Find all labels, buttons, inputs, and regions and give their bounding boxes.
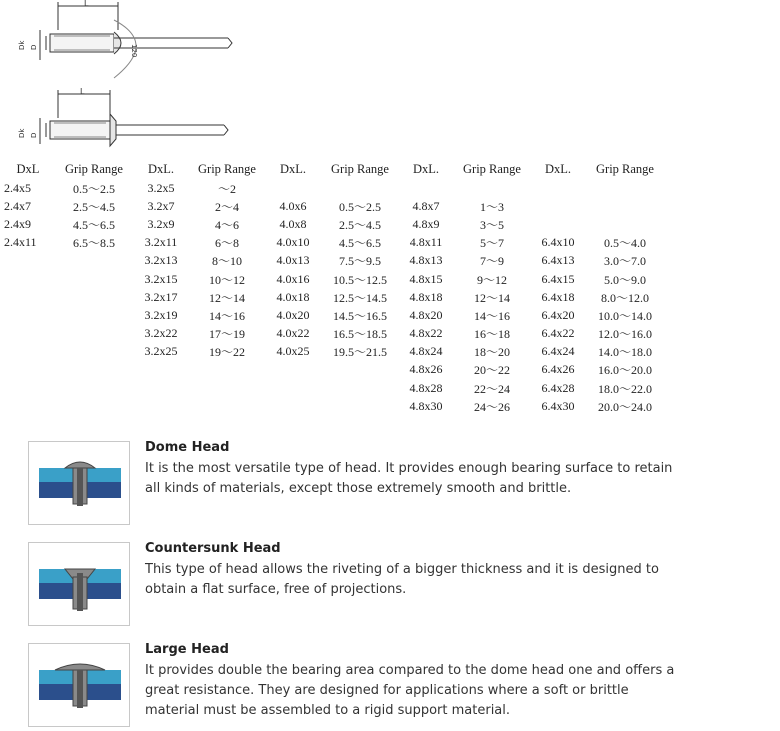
cell-grip-range: 5.0～9.0 xyxy=(603,272,646,287)
table-row xyxy=(4,379,668,397)
cell-grip-range: 12.0～16.0 xyxy=(597,327,652,342)
head-text xyxy=(145,441,685,499)
cell-dxl xyxy=(268,397,318,415)
cell-dxl xyxy=(4,379,52,397)
cell-grip-range xyxy=(318,397,402,415)
cell-grip-range xyxy=(52,306,136,324)
cell-dxl: 3.2x25 xyxy=(144,344,178,359)
cell-grip-range xyxy=(52,397,136,415)
cell-dxl: 2.4x9 xyxy=(4,216,31,231)
head-title: Countersunk Head xyxy=(145,541,281,556)
cell-grip-range: 16.0～20.0 xyxy=(597,363,652,378)
drawing-label-angle: 120 xyxy=(130,44,138,58)
cell-grip-range xyxy=(450,179,534,197)
cell-dxl xyxy=(4,397,52,415)
cell-grip-range xyxy=(52,325,136,343)
table-row xyxy=(4,288,668,306)
table-row xyxy=(4,234,668,252)
header-grip-range: Grip Range xyxy=(596,162,654,176)
table-row xyxy=(4,252,668,270)
cell-grip-range: ～2 xyxy=(217,181,236,196)
cell-grip-range xyxy=(318,361,402,379)
cell-grip-range: 7.5～9.5 xyxy=(338,254,381,269)
drawing-label-length: L xyxy=(84,0,89,8)
cell-grip-range: 2.5～4.5 xyxy=(72,199,115,214)
cell-dxl xyxy=(136,361,186,379)
header-dxl: DxL. xyxy=(147,162,175,176)
cell-dxl: 4.0x6 xyxy=(279,198,307,213)
cell-grip-range: 14～16 xyxy=(208,308,245,323)
cell-grip-range: 10.5～12.5 xyxy=(332,272,387,287)
cell-dxl: 6.4x20 xyxy=(541,307,575,322)
cell-dxl: 3.2x17 xyxy=(144,289,178,304)
cell-dxl: 2.4x11 xyxy=(4,235,37,250)
cell-dxl: 3.2x22 xyxy=(144,326,178,341)
cell-grip-range: 0.5～2.5 xyxy=(338,199,381,214)
cell-dxl: 3.2x11 xyxy=(144,235,178,250)
cell-dxl xyxy=(4,288,52,306)
cell-dxl: 4.8x7 xyxy=(412,198,440,213)
head-title: Large Head xyxy=(145,642,229,657)
cell-dxl: 6.4x22 xyxy=(541,326,575,341)
cell-dxl xyxy=(4,252,52,270)
cell-dxl: 3.2x7 xyxy=(147,198,175,213)
table-row xyxy=(4,361,668,379)
cell-dxl: 6.4x24 xyxy=(541,344,575,359)
cell-grip-range: 20～22 xyxy=(473,363,510,378)
cell-dxl: 3.2x19 xyxy=(144,307,178,322)
cell-grip-range xyxy=(52,270,136,288)
cell-dxl xyxy=(534,197,582,215)
cell-dxl xyxy=(268,379,318,397)
header-grip-range: Grip Range xyxy=(65,162,123,176)
cell-dxl: 4.8x22 xyxy=(409,326,443,341)
grip-range-table xyxy=(4,160,668,415)
cell-grip-range: 9～12 xyxy=(476,272,507,287)
cell-dxl: 2.4x5 xyxy=(4,180,31,195)
cell-grip-range: 6～8 xyxy=(214,236,239,251)
cell-grip-range: 12～14 xyxy=(208,290,245,305)
cell-dxl: 4.8x15 xyxy=(409,271,443,286)
cell-grip-range: 4～6 xyxy=(214,217,239,232)
cell-grip-range xyxy=(52,288,136,306)
cell-grip-range xyxy=(186,379,268,397)
cell-dxl: 4.8x26 xyxy=(409,362,443,377)
cell-dxl: 4.8x11 xyxy=(409,235,443,250)
cell-dxl xyxy=(4,343,52,361)
cell-dxl: 4.0x25 xyxy=(276,344,310,359)
cell-dxl xyxy=(136,379,186,397)
cell-dxl: 6.4x18 xyxy=(541,289,575,304)
head-description: It provides double the bearing area compared to the dome head one and offers a great resistance. They are designed for applications where a soft or brittle material must be assembled to a rigid support material. xyxy=(145,663,675,718)
table-row xyxy=(4,179,668,197)
rivet-drawing-dome xyxy=(10,0,240,84)
cell-dxl: 4.8x30 xyxy=(409,398,443,413)
cell-grip-range: 24～26 xyxy=(473,399,510,414)
cell-grip-range xyxy=(582,197,668,215)
cell-grip-range xyxy=(52,379,136,397)
head-text xyxy=(145,542,685,600)
cell-grip-range: 8～10 xyxy=(211,254,242,269)
cell-dxl xyxy=(4,325,52,343)
header-dxl: DxL xyxy=(16,162,40,176)
table-header-row xyxy=(4,160,668,179)
cell-dxl: 4.0x13 xyxy=(276,253,310,268)
head-description: It is the most versatile type of head. It provides enough bearing surface to retain all kinds of materials, except those extremely smooth and brittle. xyxy=(145,461,673,496)
cell-grip-range xyxy=(52,252,136,270)
rivet-drawing-countersunk xyxy=(10,88,240,158)
head-text xyxy=(145,643,685,721)
cell-dxl: 6.4x26 xyxy=(541,362,575,377)
header-dxl: DxL. xyxy=(412,162,440,176)
cell-dxl: 6.4x10 xyxy=(541,235,575,250)
cell-grip-range: 10.0～14.0 xyxy=(597,308,652,323)
cell-dxl xyxy=(402,179,450,197)
cell-dxl: 3.2x9 xyxy=(147,216,175,231)
table-row xyxy=(4,306,668,324)
cell-grip-range: 8.0～12.0 xyxy=(600,290,649,305)
cell-grip-range: 14.5～16.5 xyxy=(332,308,387,323)
cell-grip-range: 2～4 xyxy=(214,199,239,214)
cell-grip-range: 7～9 xyxy=(479,254,504,269)
cell-dxl: 3.2x13 xyxy=(144,253,178,268)
cell-dxl: 4.8x20 xyxy=(409,307,443,322)
drawing-label-d: D xyxy=(30,132,38,138)
cell-grip-range: 19～22 xyxy=(208,345,245,360)
cell-dxl: 4.0x8 xyxy=(279,216,307,231)
cell-grip-range: 2.5～4.5 xyxy=(338,217,381,232)
cell-dxl: 6.4x15 xyxy=(541,271,575,286)
cell-grip-range: 18～20 xyxy=(473,345,510,360)
table-row xyxy=(4,343,668,361)
header-grip-range: Grip Range xyxy=(463,162,521,176)
cell-grip-range xyxy=(318,379,402,397)
cell-grip-range: 16.5～18.5 xyxy=(332,327,387,342)
cell-grip-range: 19.5～21.5 xyxy=(332,345,387,360)
cell-grip-range xyxy=(52,343,136,361)
cell-grip-range: 16～18 xyxy=(473,327,510,342)
cell-dxl: 4.8x28 xyxy=(409,380,443,395)
cell-grip-range: 0.5～4.0 xyxy=(603,236,646,251)
cell-grip-range: 4.5～6.5 xyxy=(338,236,381,251)
table-row xyxy=(4,215,668,233)
cell-grip-range: 0.5～2.5 xyxy=(72,181,115,196)
cell-grip-range xyxy=(582,215,668,233)
cell-dxl: 4.0x18 xyxy=(276,289,310,304)
cell-dxl xyxy=(534,215,582,233)
cell-dxl xyxy=(4,270,52,288)
header-dxl: DxL. xyxy=(279,162,307,176)
cell-dxl: 4.8x24 xyxy=(409,344,443,359)
cell-grip-range: 5～7 xyxy=(479,236,504,251)
drawing-label-dk: Dk xyxy=(18,128,26,138)
cell-dxl: 6.4x13 xyxy=(541,253,575,268)
cell-dxl: 4.0x20 xyxy=(276,307,310,322)
header-grip-range: Grip Range xyxy=(331,162,389,176)
cell-dxl xyxy=(136,397,186,415)
cell-grip-range: 10～12 xyxy=(208,272,245,287)
cell-dxl xyxy=(4,306,52,324)
cell-grip-range: 1～3 xyxy=(479,199,504,214)
cell-grip-range xyxy=(582,179,668,197)
cell-dxl: 3.2x15 xyxy=(144,271,178,286)
table-row xyxy=(4,397,668,415)
drawing-label-dk: Dk xyxy=(18,40,26,50)
cell-grip-range xyxy=(186,361,268,379)
cell-dxl xyxy=(534,179,582,197)
cell-grip-range: 14～16 xyxy=(473,308,510,323)
cell-dxl: 4.0x16 xyxy=(276,271,310,286)
cell-grip-range xyxy=(186,397,268,415)
cell-grip-range xyxy=(318,179,402,197)
cell-grip-range: 12～14 xyxy=(473,290,510,305)
cell-grip-range xyxy=(52,361,136,379)
cell-grip-range: 3～5 xyxy=(479,217,504,232)
cell-grip-range: 17～19 xyxy=(208,327,245,342)
countersunk-head-illustration xyxy=(28,542,130,626)
cell-grip-range: 12.5～14.5 xyxy=(332,290,387,305)
header-dxl: DxL. xyxy=(544,162,572,176)
header-grip-range: Grip Range xyxy=(198,162,256,176)
cell-dxl: 2.4x7 xyxy=(4,198,31,213)
cell-grip-range: 18.0～22.0 xyxy=(597,381,652,396)
head-description: This type of head allows the riveting of a bigger thickness and it is designed to obtain a flat surface, free of projections. xyxy=(145,562,659,597)
cell-grip-range: 4.5～6.5 xyxy=(72,217,115,232)
table-row xyxy=(4,325,668,343)
cell-dxl xyxy=(268,179,318,197)
head-title: Dome Head xyxy=(145,440,230,455)
cell-dxl xyxy=(268,361,318,379)
cell-grip-range: 20.0～24.0 xyxy=(597,399,652,414)
cell-dxl: 4.8x18 xyxy=(409,289,443,304)
dome-head-illustration xyxy=(28,441,130,525)
cell-grip-range: 6.5～8.5 xyxy=(72,236,115,251)
drawing-label-length: L xyxy=(80,88,85,96)
cell-grip-range: 3.0～7.0 xyxy=(603,254,646,269)
table-row xyxy=(4,197,668,215)
table-row xyxy=(4,270,668,288)
cell-dxl: 4.0x10 xyxy=(276,235,310,250)
drawing-label-d: D xyxy=(30,44,38,50)
cell-dxl: 6.4x30 xyxy=(541,398,575,413)
cell-dxl: 6.4x28 xyxy=(541,380,575,395)
cell-grip-range: 22～24 xyxy=(473,381,510,396)
cell-dxl: 4.0x22 xyxy=(276,326,310,341)
cell-grip-range: 14.0～18.0 xyxy=(597,345,652,360)
cell-dxl xyxy=(4,361,52,379)
cell-dxl: 4.8x9 xyxy=(412,216,440,231)
cell-dxl: 3.2x5 xyxy=(147,180,175,195)
cell-dxl: 4.8x13 xyxy=(409,253,443,268)
large-head-illustration xyxy=(28,643,130,727)
